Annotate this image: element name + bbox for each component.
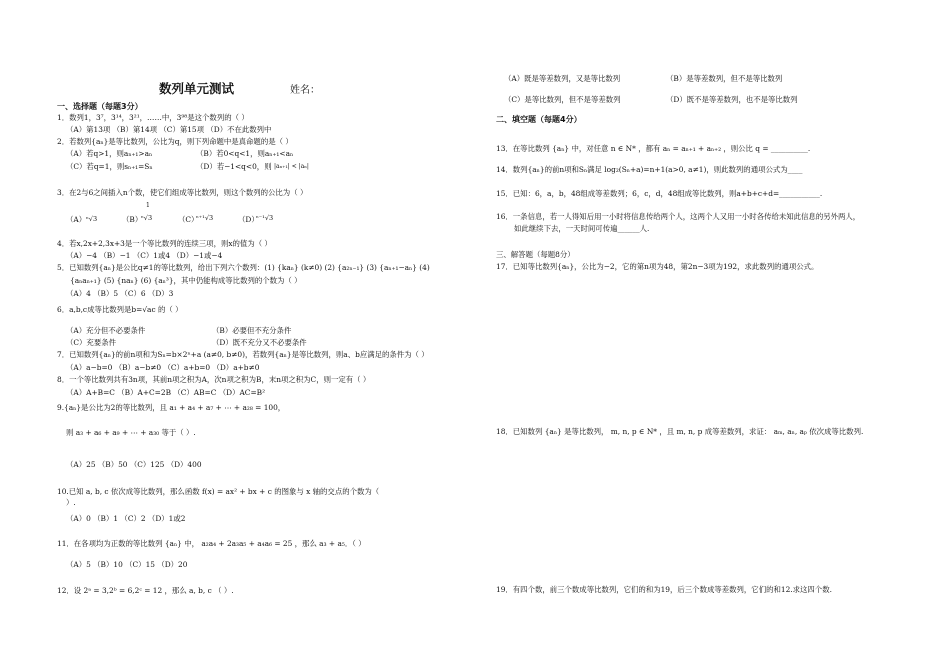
question-12-option-a: （A）既是等差数列，又是等比数列 (504, 74, 621, 83)
question-3-option-b-sup: 1 (146, 202, 150, 209)
question-7: 7．已知数列{aₙ}的前n项和为Sₙ=b×2ⁿ+a (a≠0, b≠0)，若数列{aₙ}是等比数列，则a、b应满足的条件为（ ） (57, 350, 429, 359)
question-12-option-b: （B）是等差数列，但不是等比数列 (666, 74, 783, 83)
question-3-option-a: （A） (66, 215, 87, 224)
question-9-line-2: 则 a₃ + a₆ + a₉ + ⋯ + a₃₀ 等于（ ）. (66, 428, 196, 437)
question-3-option-b-math: ⁿ√3 (141, 214, 153, 222)
question-2-option-c: （C）若q=1，则sₙ₊₁=Sₙ (66, 162, 153, 171)
question-3-option-c: （C） (178, 215, 199, 224)
question-9-line-1: 9.{aₙ}是公比为2的等比数列，且 a₁ + a₄ + a₇ + ⋯ + a₂₈ = 100， (57, 403, 286, 412)
question-3-option-a-math: ⁿ√3 (86, 215, 98, 223)
question-16-line-1: 16．一条信息，若一人得知后用一小时将信息传给两个人，这两个人又用一小时各传给未知此信息的另外两人， (496, 212, 861, 221)
question-6-option-c: （C）充要条件 (66, 338, 116, 347)
question-8: 8．一个等比数列共有3n项，其前n项之积为A，次n项之积为B，末n项之积为C，则一定有（ ） (57, 375, 371, 384)
question-5-line-1: 5．已知数列{aₙ}是公比q≠1的等比数列，给出下列六个数列：(1) {kaₙ} (k≠0) (2) {a₂ₙ₋₁} (3) {aₙ₊₁−aₙ} (4) (57, 263, 430, 272)
question-2: 2．若数列{aₙ}是等比数列，公比为q，则下列命题中是真命题的是（ ） (57, 137, 293, 146)
section-choice-heading: 一、选择题（每题3分） (57, 102, 143, 111)
question-4: 4．若x,2x+2,3x+3是一个等比数列的连续三项，则x的值为（ ） (57, 239, 272, 248)
question-16-line-2: 如此继续下去，一天时间可传遍______人. (514, 224, 650, 233)
question-7-options: （A）a−b=0 （B）a−b≠0 （C）a+b=0 （D）a+b≠0 (66, 363, 260, 372)
question-5-options: （A）4 （B）5 （C）6 （D）3 (66, 289, 174, 298)
question-17: 17．已知等比数列{aₙ}，公比为−2，它的第n项为48，第2n−3项为192，求此数列的通项公式。 (496, 262, 819, 271)
question-1-options: （A）第13项 （B）第14项 （C）第15项 （D）不在此数列中 (66, 125, 272, 134)
question-11-options: （A）5 （B）10 （C）15 （D）20 (66, 560, 188, 569)
question-12: 12．设 2ᵃ = 3,2ᵇ = 6,2ᶜ = 12 ，那么 a, b, c （ ）. (57, 586, 234, 595)
name-label: 姓名： (290, 85, 320, 96)
question-4-options: （A）−4 （B）−1 （C）1或4 （D）−1或−4 (66, 251, 223, 260)
question-3-option-d-math: ⁿ⁻¹√3 (256, 214, 274, 222)
question-8-options: （A）A+B=C （B）A+C=2B （C）AB=C （D）AC=B² (66, 388, 266, 397)
question-1: 1．数列1，3⁷，3¹⁴，3²¹，……中，3⁹⁸是这个数列的（ ） (57, 113, 249, 122)
question-3-option-b: （B） (122, 215, 143, 224)
question-5-line-2: {aₙaₙ₊₁} (5) {naₙ} (6) {aₙ³}，其中仍能构成等比数列的个数为（ ） (70, 276, 302, 285)
question-12-option-d: （D）既不是等差数列，也不是等比数列 (666, 95, 798, 104)
question-6-option-a: （A）充分但不必要条件 (66, 326, 146, 335)
section-answer-heading: 三、解答题（每题8分） (496, 250, 575, 259)
question-11: 11．在各项均为正数的等比数列 {aₙ} 中， a₂a₄ + 2a₃a₅ + a₄a₆ = 25 ，那么 a₃ + a₅．（ ） (57, 539, 366, 548)
question-9-options: （A）25 （B）50 （C）125 （D）400 (66, 460, 202, 469)
question-14: 14．数列{aₙ}的前n项和Sₙ满足 log₂(Sₙ+a)=n+1(a>0, a≠1)，则此数列的通项公式为____ (496, 165, 803, 174)
question-18: 18．已知数列 {aₙ} 是等比数列， m, n, p ∈ N* ，且 m, n, p 成等差数列，求证： aₘ, aₙ, aₚ 依次成等比数列. (496, 427, 864, 436)
page-title: 数列单元测试 (159, 81, 235, 96)
section-fill-heading: 二、填空题（每题4分） (496, 115, 582, 124)
question-6-option-d: （D）既不充分又不必要条件 (212, 338, 307, 347)
question-12-option-c: （C）是等比数列，但不是等差数列 (504, 95, 621, 104)
question-2-option-b: （B）若0<q<1，则aₙ₊₁<aₙ (196, 149, 294, 158)
question-19: 19．有四个数，前三个数成等比数列，它们的和为19，后三个数成等差数列，它们的和12.求这四个数. (496, 585, 832, 594)
question-15: 15．已知：6，a，b，48组成等差数列；6，c，d，48组成等比数列，则a+b+c+d=___________. (496, 189, 823, 198)
question-3: 3．在2与6之间插入n个数，使它们组成等比数列，则这个数列的公比为（ ） (57, 188, 308, 197)
question-2-option-d: （D）若−1<q<0，则 (196, 162, 272, 171)
question-6: 6．a,b,c成等比数列是b=√ac 的（ ） (57, 305, 183, 314)
question-10-options: （A）0 （B）1 （C）2 （D）1或2 (66, 514, 186, 523)
question-10: 10.已知 a, b, c 依次成等比数列，那么函数 f(x) = ax² + bx + c 的图象与 x 轴的交点的个数为（ (57, 487, 380, 496)
question-2-option-a: （A）若q>1，则aₙ₊₁>aₙ (66, 149, 153, 158)
question-3-option-c-math: ⁿ⁺¹√3 (196, 214, 214, 222)
question-10-end: ）. (66, 498, 76, 507)
question-3-option-d: （D） (238, 215, 259, 224)
question-2-option-d-math: |aₙ₊₁| < |aₙ| (274, 163, 309, 170)
question-13: 13．在等比数列 {aₙ} 中，对任意 n ∈ N* ，都有 aₙ = aₙ₊₁ + aₙ₊₂ ，则公比 q = __________. (496, 144, 811, 153)
question-6-option-b: （B）必要但不充分条件 (212, 326, 292, 335)
